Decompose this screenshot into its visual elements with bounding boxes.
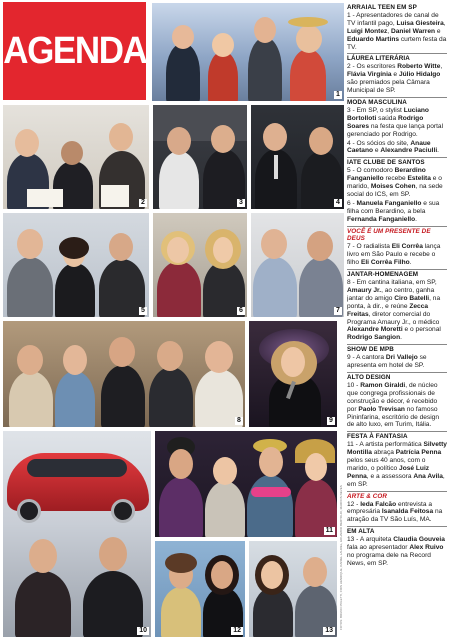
caption-fragment: , em SP. (347, 472, 445, 488)
person-name: Ramon Giraldi (360, 381, 406, 389)
caption-fragment: e (373, 147, 381, 155)
person-name: Claudia Gouveia (393, 536, 445, 544)
section-title: FESTA À FANTASIA (347, 431, 447, 441)
person-name: Paolo Trevisan (358, 405, 405, 413)
caption-fragment: . (415, 215, 417, 223)
caption-fragment: se apresenta em hotel de SP. (347, 354, 427, 370)
photo-number: 4 (334, 199, 342, 207)
caption-fragment: 10 - (347, 381, 361, 389)
photo-6 (152, 212, 248, 318)
person-name: Flávia Virgínia (347, 71, 392, 79)
photo-8 (2, 320, 246, 428)
caption-fragment: no programa dele na Record News, em SP. (347, 552, 431, 567)
person-name: Luigi Montez (347, 27, 388, 35)
photo-1 (151, 2, 345, 102)
caption-text (347, 441, 447, 488)
photo-10 (2, 430, 152, 638)
caption-text (347, 200, 447, 224)
caption-fragment: , diretor comercial do Programa Amaury Jr., o médico (347, 310, 440, 326)
section-title: MODA MASCULINA (347, 97, 447, 107)
photo-2 (2, 104, 150, 210)
caption-fragment: e o marido, (347, 175, 442, 191)
photo-number: 5 (139, 307, 147, 315)
caption-section (347, 157, 447, 223)
caption-text (347, 501, 447, 525)
caption-fragment: 6 - (347, 199, 357, 207)
section-title: LÁUREA LITERÁRIA (347, 53, 447, 63)
photo-13 (248, 540, 338, 638)
photo-number: 3 (237, 199, 245, 207)
caption-fragment: , e a assessora (366, 472, 414, 480)
person-name: Estelita (407, 175, 431, 183)
person-name: Amaury Jr. (347, 286, 382, 294)
person-name: Roberto Witte (397, 63, 441, 71)
caption-section (347, 431, 447, 488)
photo-4 (250, 104, 345, 210)
person-name: Daniel Warren (390, 27, 436, 35)
photo-11 (154, 430, 338, 538)
caption-fragment: 4 - Os sócios do site, (347, 139, 411, 147)
photo-number: 8 (235, 417, 243, 425)
person-name: Zecca Freitas (347, 302, 429, 318)
photo-5 (2, 212, 150, 318)
photo-number: 9 (327, 417, 335, 425)
photo-3 (152, 104, 248, 210)
caption-fragment: 8 - Em cantina italiana, em SP, (347, 279, 437, 286)
person-name: Fernanda Fanganiello (347, 215, 416, 223)
section-title: ALTO DESIGN (347, 372, 447, 382)
caption-fragment: e (391, 71, 399, 79)
caption-fragment: pelos seus 40 anos, com o marido, o político (347, 457, 426, 472)
person-name: Anaue Caetano (347, 139, 431, 155)
person-name: Dri Vallejo (385, 354, 418, 362)
caption-fragment: entrevista a empresária (347, 500, 433, 516)
caption-fragment: 1 - Apresentadores de canal de TV infantil pago, (347, 11, 439, 27)
caption-fragment: 9 - A cantora (347, 354, 386, 362)
caption-fragment: na atração da TV São Luís, MA. (347, 508, 443, 524)
caption-section (347, 3, 447, 51)
caption-fragment: recebe (383, 175, 408, 183)
person-name: Alexandre Paciulli (380, 147, 438, 155)
person-name: Manuela Fanganiello (356, 199, 422, 207)
caption-fragment: , (440, 63, 443, 71)
photo-number: 11 (325, 527, 333, 534)
photo-number: 13 (325, 627, 333, 634)
caption-fragment: abraça (371, 449, 396, 457)
caption-text (347, 140, 447, 156)
caption-section (347, 526, 447, 568)
caption-text (347, 107, 447, 139)
caption-section (347, 226, 447, 268)
section-title: SHOW DE MPB (347, 344, 447, 354)
caption-text (347, 12, 447, 52)
person-name: Alex Ruivo (409, 544, 444, 552)
section-title: ARTE & COR (347, 491, 447, 501)
caption-fragment: . (400, 334, 402, 342)
caption-fragment: 13 - A arquiteta (347, 536, 394, 544)
photo-9 (248, 320, 338, 428)
caption-text (347, 536, 447, 568)
person-name: Luciano Bortolloti (347, 106, 429, 122)
caption-fragment: 3 - Em SP, o stylist (347, 106, 404, 114)
caption-fragment: , ao centro, ganha jantar do amigo (347, 286, 435, 302)
caption-fragment: fala ao apresentador (347, 544, 410, 552)
person-name: Eli Corrêa Filho (360, 259, 410, 267)
caption-text (347, 243, 447, 267)
caption-fragment: , na ponta, à dir., e reúne (347, 294, 441, 310)
person-name: Luisa Giesteira (396, 19, 444, 27)
photo-12 (154, 540, 246, 638)
person-name: Isanalda Feitosa (381, 508, 434, 516)
caption-fragment: curtem festa da TV. (347, 35, 447, 51)
caption-section (347, 344, 447, 370)
section-title: IATE CLUBE DE SANTOS (347, 157, 447, 167)
photo-7 (250, 212, 345, 318)
caption-fragment: , (387, 27, 391, 35)
person-name: Ieda Falcão (360, 500, 397, 508)
caption-fragment: . (409, 259, 412, 267)
photo-number: 10 (139, 627, 147, 634)
photo-number: 2 (139, 199, 147, 207)
caption-text (347, 279, 447, 342)
person-name: Ciro Batelli (394, 294, 430, 302)
caption-text (347, 63, 447, 95)
photo-number: 12 (233, 627, 241, 634)
section-title: VOCÊ É UM PRESENTE DE DEUS (347, 226, 447, 244)
person-name: José Luiz Penna (347, 464, 430, 480)
caption-section (347, 372, 447, 429)
caption-fragment: 2 - Os escritores (347, 63, 398, 71)
page-title: AGENDA (2, 29, 147, 72)
agenda-header (3, 2, 146, 100)
caption-section (347, 97, 447, 155)
caption-fragment: 7 - O radialista (347, 243, 392, 251)
photo-number: 6 (237, 307, 245, 315)
section-title: JANTAR-HOMENAGEM (347, 269, 447, 279)
photo-number: 7 (334, 307, 342, 315)
caption-section (347, 491, 447, 525)
caption-fragment: na festa que lança portal gerenciado por Rodrigo. (347, 122, 444, 138)
caption-fragment: no famoso Pininfarina, escritório de design de alto luxo, em Turim, Itália. (347, 405, 439, 429)
person-name: Patrícia Penna (395, 449, 442, 457)
caption-fragment: e sua filha com Berardino, a bela (347, 199, 440, 215)
caption-section (347, 53, 447, 95)
person-name: Alexandre Moretti (347, 326, 403, 334)
caption-fragment: e o personal (402, 326, 441, 334)
caption-text (347, 382, 447, 429)
caption-fragment: são premiados pela Câmara Municipal de SP. (347, 79, 430, 95)
person-name: Rodrigo Soares (347, 114, 424, 130)
caption-fragment: 12 - (347, 500, 361, 508)
caption-text (347, 167, 447, 199)
caption-fragment: . (437, 147, 440, 155)
person-name: Ana Avila (413, 472, 443, 480)
person-name: Silvetty Montilla (347, 441, 447, 457)
caption-text (347, 354, 447, 370)
captions-column (347, 3, 447, 637)
person-name: Eduardo Martins (347, 35, 400, 43)
caption-fragment: lança livro em São Paulo e recebe o filho (347, 243, 441, 267)
person-name: Júlio Hidalgo (398, 71, 441, 79)
caption-fragment: 11 - A artista performática (347, 441, 424, 449)
photo-number: 1 (334, 91, 342, 99)
person-name: Berardino Fanganiello (347, 167, 426, 183)
caption-fragment: saúda (376, 114, 398, 122)
caption-fragment: , (443, 19, 446, 27)
caption-fragment: , na sede social do ICS, em SP. (347, 183, 443, 198)
caption-fragment: , de núcleo que congrega profissionais de construção e décor, é recebido por (347, 381, 438, 413)
section-title: EM ALTA (347, 526, 447, 536)
caption-section (347, 269, 447, 342)
photo-credit: FOTOS: BRUNO POLETTI, CRIS HENRIQUE, DANIEL LAUREL, EDUARDO BERTOLDI, MARCOS NEVES (339, 485, 343, 630)
person-name: Rodrigo Sangion (347, 334, 401, 342)
section-title: ARRAIAL TEEN EM SP (347, 4, 417, 11)
person-name: Moises Cohen (370, 183, 416, 191)
caption-fragment: e (435, 27, 441, 35)
caption-fragment: 5 - O comodoro (347, 167, 395, 175)
person-name: Eli Corrêa (391, 243, 423, 251)
